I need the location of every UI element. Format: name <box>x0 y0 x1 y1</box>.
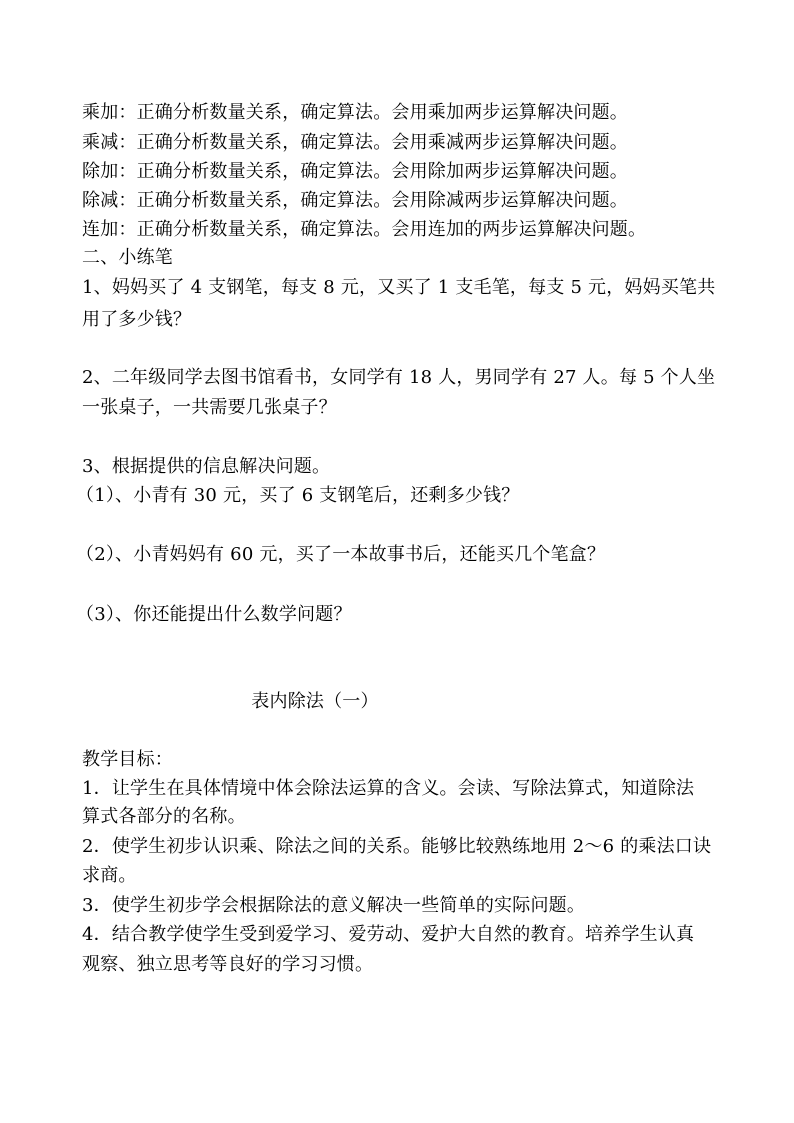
goal-1-line-1: 1．让学生在具体情境中体会除法运算的含义。会读、写除法算式，知道除法 <box>82 778 695 799</box>
question-1-line-2: 用了多少钱？ <box>82 309 192 330</box>
goal-4-line-1: 4．结合教学使学生受到爱学习、爱劳动、爱护大自然的教育。培养学生认真 <box>82 924 695 945</box>
goal-1-line-2: 算式各部分的名称。 <box>82 806 246 827</box>
question-1-line-1: 1、妈妈买了 4 支钢笔，每支 8 元，又买了 1 支毛笔，每支 5 元，妈妈买笔共 <box>82 277 716 298</box>
section-heading-practice: 二、小练笔 <box>82 247 173 268</box>
question-3-line-1: 3、根据提供的信息解决问题。 <box>82 456 331 477</box>
text-line-chujia: 除加：正确分析数量关系，确定算法。会用除加两步运算解决问题。 <box>82 161 628 182</box>
text-line-chengjia: 乘加：正确分析数量关系，确定算法。会用乘加两步运算解决问题。 <box>82 102 628 123</box>
text-line-lianjia: 连加：正确分析数量关系，确定算法。会用连加的两步运算解决问题。 <box>82 219 647 240</box>
goal-2-line-1: 2．使学生初步认识乘、除法之间的关系。能够比较熟练地用 2～6 的乘法口诀 <box>82 836 712 857</box>
lesson-title-text: 表内除法（一） <box>251 691 379 712</box>
question-3-sub-2: （2）、小青妈妈有 60 元，买了一本故事书后，还能买几个笔盒？ <box>76 544 606 565</box>
text-line-chengjian: 乘减：正确分析数量关系，确定算法。会用乘减两步运算解决问题。 <box>82 132 628 153</box>
question-2-line-1: 2、二年级同学去图书馆看书，女同学有 18 人，男同学有 27 人。每 5 个人坐 <box>82 367 716 388</box>
question-3-sub-3: （3）、你还能提出什么数学问题？ <box>76 604 352 625</box>
goal-3-line-1: 3．使学生初步学会根据除法的意义解决一些简单的实际问题。 <box>82 895 586 916</box>
goals-heading: 教学目标： <box>82 749 173 770</box>
text-line-chujian: 除减：正确分析数量关系，确定算法。会用除减两步运算解决问题。 <box>82 190 628 211</box>
question-2-line-2: 一张桌子，一共需要几张桌子？ <box>82 397 337 418</box>
question-3-sub-1: （1）、小青有 30 元，买了 6 支钢笔后，还剩多少钱？ <box>76 485 520 506</box>
goal-4-line-2: 观察、独立思考等良好的学习习惯。 <box>82 954 374 975</box>
goal-2-line-2: 求商。 <box>82 865 137 886</box>
lesson-title <box>0 690 794 714</box>
